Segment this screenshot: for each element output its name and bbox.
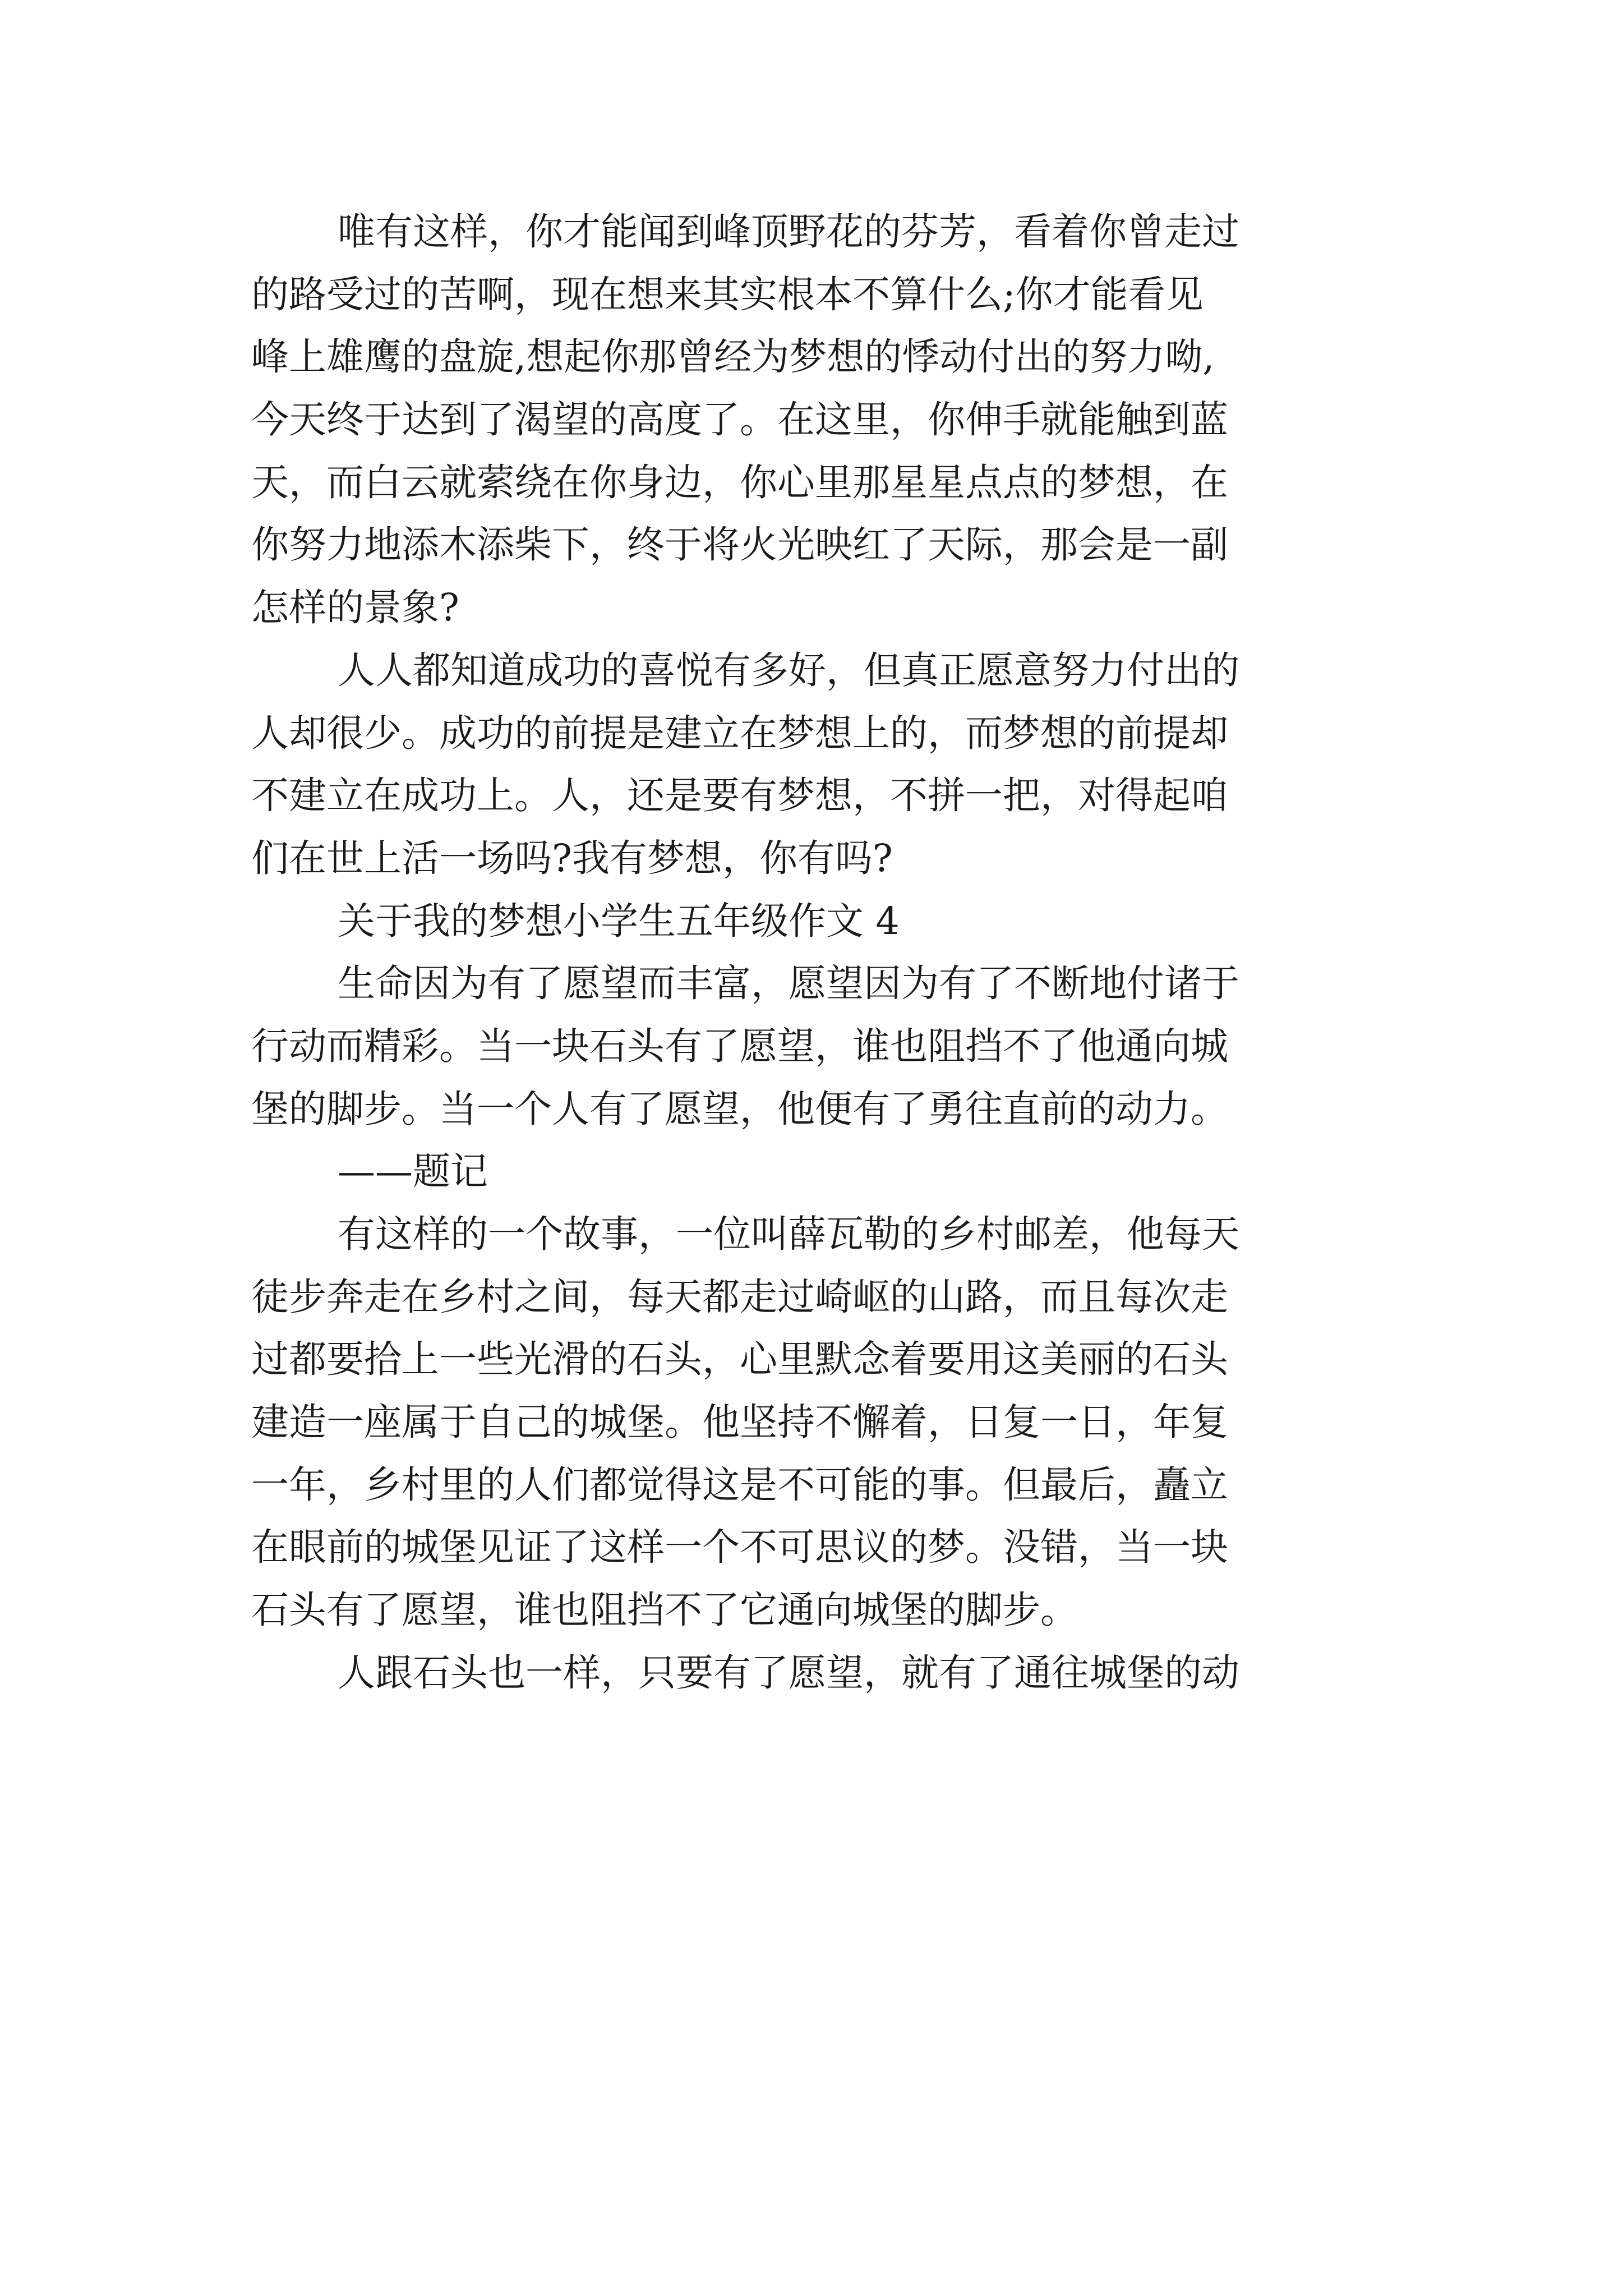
document-body <box>251 201 1378 1705</box>
text-line: 生命因为有了愿望而丰富，愿望因为有了不断地付诸于 <box>338 961 1239 1006</box>
text-line: 天，而白云就萦绕在你身边，你心里那星星点点的梦想，在 <box>251 460 1228 504</box>
text-line: 人人都知道成功的喜悦有多好，但真正愿意努力付出的 <box>338 648 1239 692</box>
text-line: 行动而精彩。当一块石头有了愿望，谁也阻挡不了他通向城 <box>251 1024 1228 1068</box>
text-line: 堡的脚步。当一个人有了愿望，他便有了勇往直前的动力。 <box>251 1087 1228 1131</box>
text-line: 今天终于达到了渴望的高度了。在这里，你伸手就能触到蓝 <box>251 398 1228 442</box>
text-line: 过都要拾上一些光滑的石头，心里默念着要用这美丽的石头 <box>251 1337 1228 1382</box>
text-line: 一年，乡村里的人们都觉得这是不可能的事。但最后，矗立 <box>251 1462 1228 1507</box>
text-line: 峰上雄鹰的盘旋,想起你那曾经为梦想的悸动付出的努力呦, <box>251 335 1215 379</box>
text-line: 不建立在成功上。人，还是要有梦想，不拼一把，对得起咱 <box>251 774 1228 818</box>
text-line: 的路受过的苦啊，现在想来其实根本不算什么;你才能看见 <box>251 272 1204 316</box>
text-line: 徒步奔走在乡村之间，每天都走过崎岖的山路，而且每次走 <box>251 1274 1228 1319</box>
text-line: 石头有了愿望，谁也阻挡不了它通向城堡的脚步。 <box>251 1588 1078 1632</box>
text-line: 怎样的景象? <box>251 586 459 630</box>
text-line: 在眼前的城堡见证了这样一个不可思议的梦。没错，当一块 <box>251 1525 1228 1570</box>
text-line: 人却很少。成功的前提是建立在梦想上的，而梦想的前提却 <box>251 711 1228 755</box>
text-line: 建造一座属于自己的城堡。他坚持不懈着，日复一日，年复 <box>251 1400 1228 1444</box>
text-line: 唯有这样，你才能闻到峰顶野花的芬芳，看着你曾走过 <box>338 210 1239 254</box>
section-heading: 关于我的梦想小学生五年级作文 4 <box>338 899 900 943</box>
text-line: 人跟石头也一样，只要有了愿望，就有了通往城堡的动 <box>338 1650 1239 1695</box>
epigraph-attribution: ——题记 <box>338 1149 488 1194</box>
text-line: 你努力地添木添柴下，终于将火光映红了天际，那会是一副 <box>251 523 1228 567</box>
text-line: 有这样的一个故事，一位叫薛瓦勒的乡村邮差，他每天 <box>338 1212 1239 1256</box>
text-line: 们在世上活一场吗?我有梦想，你有吗? <box>251 836 893 880</box>
